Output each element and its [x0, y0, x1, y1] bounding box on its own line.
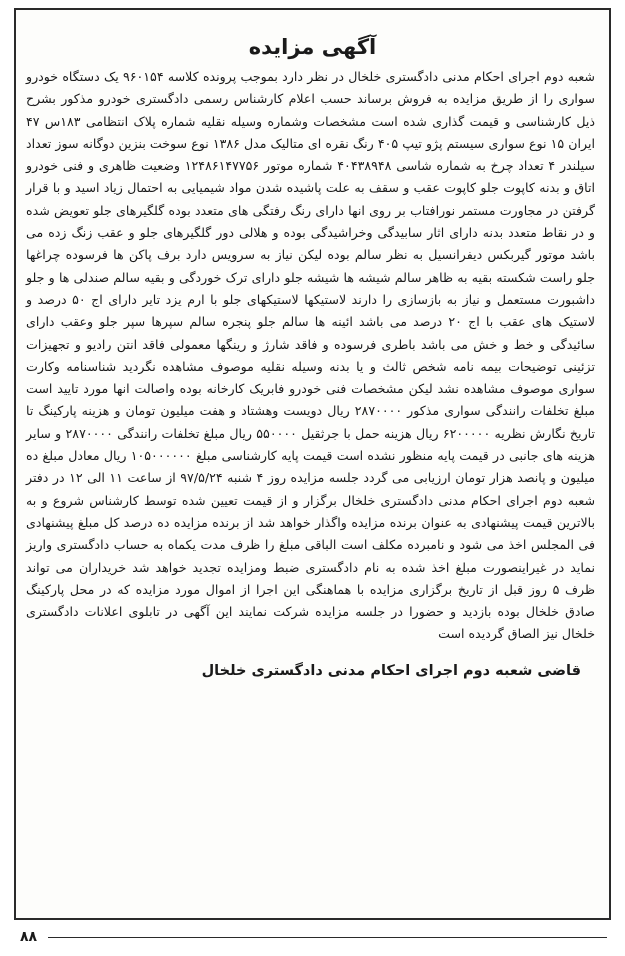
notice-body: شعبه دوم اجرای احکام مدنی دادگستری خلخال در نظر دارد بموجب پرونده کلاسه ۹۶۰۱۵۴ یک دستگاه خودرو سواری را از طریق مزایده به فروش برساند حسب اعلام کارشناس رسمی دادگستری خودرو مذکور بشرح ذیل کارشناسی و قیمت گذاری شده است مشخصات وشماره وسیله نقلیه شماره پلاک انتظامی ۱۸۳س ۴۷ ایران ۱۵ نوع سواری سیستم پژو تیپ ۴۰۵ رنگ نقره ای متالیک مدل ۱۳۸۶ نوع سوخت بنزین دوگانه سوز تعداد سیلندر ۴ تعداد چرخ به شماره شاسی ۴۰۴۳۸۹۴۸ شماره موتور ۱۲۴۸۶۱۴۷۷۵۶ وضعیت ظاهری و فنی خودرو اتاق و بدنه کاپوت جلو کاپوت عقب و سقف به علت پاشیده شدن مواد شیمیایی به احتمال زیاد اسید و با قرار گرفتن در مجاورت مستمر نورافتاب بر روی انها دارای رنگ رفتگی های متعدد بوده گلگیرهای جلو تعویض شده و در نقاط متعدد بدنه دارای اثار سابیدگی وخراشیدگی بوده و هلالی دور گلگیرهای جلو و عقب زنگ زده می باشد موتور گیربکس دیفرانسیل به نظر سالم بوده لیکن نیاز به سرویس دارد برف پاکن ها فرسوده چراغها جلو راست شکسته بقیه به ظاهر سالم شیشه ها شیشه جلو دارای ترک خوردگی و بقیه سالم صندلی ها و جلو داشبورت مستعمل و نیاز به بازسازی را دارند لاستیکها لاستیکهای جلو با ارم یزد تایر دارای اج ۵۰ درصد و لاستیک های عقب با اج ۲۰ درصد می باشد ائینه ها سالم جلو پنجره سالم سپرها سپر جلو وعقب دارای سائیدگی و خط و خش می باشد باطری فرسوده و فاقد شارژ و رینگها معمولی فاقد انتن رادیو و تجهیزات تزئینی توضیحات بیمه نامه شخص ثالث و یا بدنه وسیله نقلیه موصوف مشاهده نگردید شناسنامه وکارت سواری موصوف مشاهده نشد لیکن مشخصات فنی خودرو فابریک کارخانه بوده واصالت انها مورد تایید است مبلغ تخلفات رانندگی سواری مذکور ۲۸۷۰۰۰۰ ریال دویست وهشتاد و هفت میلیون تومان و هزینه پارکینگ تا تاریخ نگارش نظریه ۶۲۰۰۰۰۰ ریال هزینه حمل با جرثقیل ۵۵۰۰۰۰ ریال مبلغ تخلفات رانندگی ۲۸۷۰۰۰۰ و سایر هزینه های جانبی در قیمت پایه منظور نشده است قیمت پایه کارشناسی مبلغ ۱۰۵۰۰۰۰۰۰ ریال معادل مبلغ ده میلیون و پانصد هزار تومان ارزیابی می گردد جلسه مزایده روز ۴ شنبه ۹۷/۵/۲۴ از ساعت ۱۱ الی ۱۲ در دفتر شعبه دوم اجرای احکام مدنی دادگستری خلخال برگزار و از قیمت تعیین شده توسط کارشناس شروع و به بالاترین قیمت پیشنهادی به عنوان برنده مزایده واگذار خواهد شد از برنده مزایده ده درصد کل مبلغ پیشنهادی فی المجلس اخذ می شود و نامبرده مکلف است الباقی مبلغ را ظرف مدت یکماه به حساب دادگستری واریز نماید در غیراینصورت مبلغ اخذ شده به نام دادگستری ضبط ومزایده تجدید خواهد شد خریداران می تواند ظرف ۵ روز قبل از تاریخ برگزاری مزایده با هماهنگی این اجرا از اموال مورد مزایده که در محل پارکینگ صادق خلخال بوده بازدید و حضورا در جلسه مزایده شرکت نمایند این آگهی در تابلوی اعلانات دادگستری خلخال نیز الصاق گردیده است — [26, 69, 595, 642]
notice-title: آگهی مزایده — [248, 35, 377, 59]
page-footer — [14, 928, 611, 948]
footer-divider — [48, 937, 607, 938]
page-number: ۸۸ — [20, 929, 38, 945]
judge-signature-line: قاضی شعبه دوم اجرای احکام مدنی دادگستری خلخال — [201, 662, 581, 679]
notice-frame — [14, 8, 611, 920]
